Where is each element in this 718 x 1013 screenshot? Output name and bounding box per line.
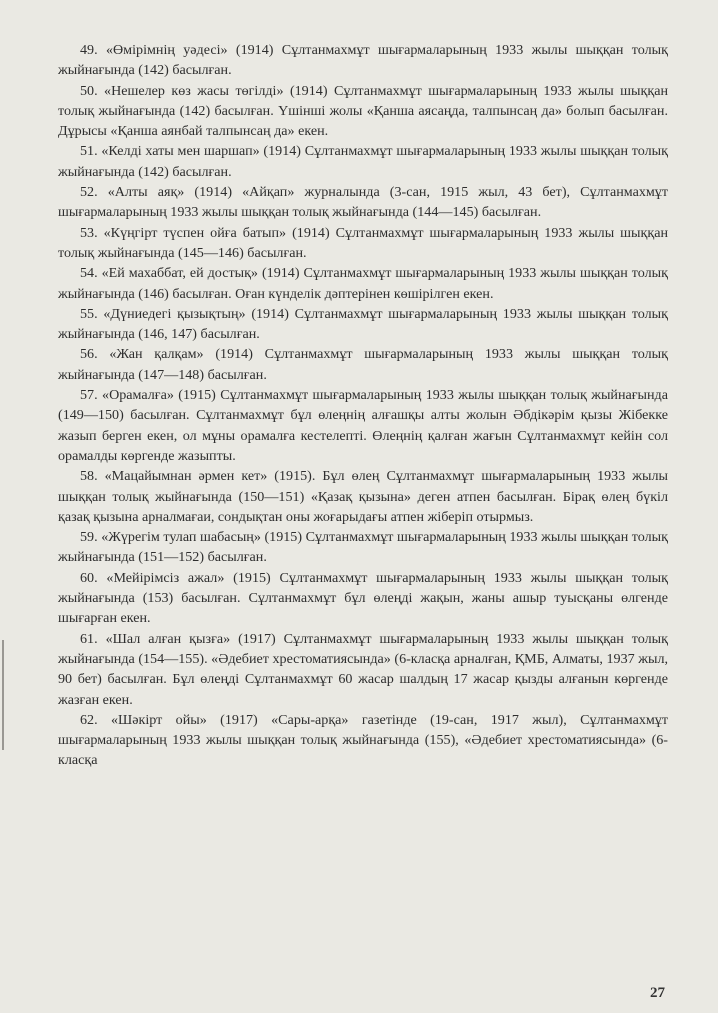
entry-58: 58. «Мацайымнан әрмен кет» (1915). Бұл өлең Сұлтанмахмұт шығармаларының 1933 жылы шыққан толық жыйнағында (150—151) «Қазақ қызына» деген атпен басылған. Бірақ өлең бүкіл қазақ қызына арналмағаи, сондықтан оны жоғарыдағы атпен жіберіп отырмыз. xyxy=(58,468,668,525)
entry-56: 56. «Жан қалқам» (1914) Сұлтанмахмұт шығармаларының 1933 жылы шыққан толық жыйнағында (147—148) басылған. xyxy=(58,346,668,383)
entry-62: 62. «Шәкірт ойы» (1917) «Сары-арқа» газетінде (19-сан, 1917 жыл), Сұлтанмахмұт шығармаларының 1933 жылы шыққан толық жыйнағында (155), «Әдебиет хрестоматиясында» (6-класқа xyxy=(58,711,668,769)
entry-57: 57. «Орамалға» (1915) Сұлтанмахмұт шығармаларының 1933 жылы шыққан толық жыйнағында (149—150) басылған. Сұлтанмахмұт бұл өлеңнің алғашқы алты жолын Әбдікәрім қызы Жібекке жазып берген екен, ол мұны орамалға кестелепті. Өлеңнің қалған жағын Сұлтанмахмұт кейін сол орамалды көргенде жазыпты. xyxy=(58,387,668,464)
entry-61: 61. «Шал алған қызға» (1917) Сұлтанмахмұт шығармаларының 1933 жылы шыққан толық жыйнағында (154—155). «Әдебиет хрестоматиясында» (6-класқа арналған, ҚМБ, Алматы, 1937 жыл, 90 бет) басылған. Бұл өлеңді Сұлтанмахмұт 60 жасар шалдың 17 жасар қызды алғанын көргенде жазған екен. xyxy=(58,630,668,708)
entry-50: 50. «Нешелер көз жасы төгілді» (1914) Сұлтанмахмұт шығармаларының 1933 жылы шыққан толық жыйнағында (142) басылған. Үшінші жолы «Қанша аясаңда, талпынсаң да» болып басылған. Дұрысы «Қанша аянбай талпынсаң да» екен. xyxy=(58,82,668,140)
entry-51: 51. «Келді хаты мен шаршап» (1914) Сұлтанмахмұт шығармаларының 1933 жылы шыққан толық жыйнағында (142) басылған. xyxy=(58,143,668,180)
entry-53: 53. «Күңгірт түспен ойға батып» (1914) Сұлтанмахмұт шығармаларының 1933 жылы шыққан толық жыйнағында (145—146) басылған. xyxy=(58,224,668,261)
page-number: 27 xyxy=(650,985,665,1001)
entry-60: 60. «Мейірімсіз ажал» (1915) Сұлтанмахмұт шығармаларының 1933 жылы шыққан толық жыйнағында (153) басылған. Сұлтанмахмұт бұл өлеңді жақын, жаны ашыр туысқаны өлгенде шығарған екен. xyxy=(58,569,668,627)
entry-55: 55. «Дүниедегі қызықтың» (1914) Сұлтанмахмұт шығармаларының 1933 жылы шыққан толық жыйнағында (146, 147) басылған. xyxy=(58,305,668,343)
document-page xyxy=(58,40,668,940)
margin-rule xyxy=(2,640,4,750)
entry-49: 49. «Өмірімнің уәдесі» (1914) Сұлтанмахмұт шығармаларының 1933 жылы шыққан толық жыйнағында (142) басылған. xyxy=(58,42,668,79)
entry-54: 54. «Ей махаббат, ей достық» (1914) Сұлтанмахмұт шығармаларының 1933 жылы шыққан толық жыйнағында (146) басылған. Оған күнделік дәптерінен көшірілген екен. xyxy=(58,265,668,302)
entry-59: 59. «Жүрегім тулап шабасың» (1915) Сұлтанмахмұт шығармаларының 1933 жылы шыққан толық жыйнағында (151—152) басылған. xyxy=(58,529,668,566)
entry-52: 52. «Алты аяқ» (1914) «Айқап» журналында (3-сан, 1915 жыл, 43 бет), Сұлтанмахмұт шығармаларының 1933 жылы шыққан толық жыйнағында (144—145) басылған. xyxy=(58,184,668,221)
